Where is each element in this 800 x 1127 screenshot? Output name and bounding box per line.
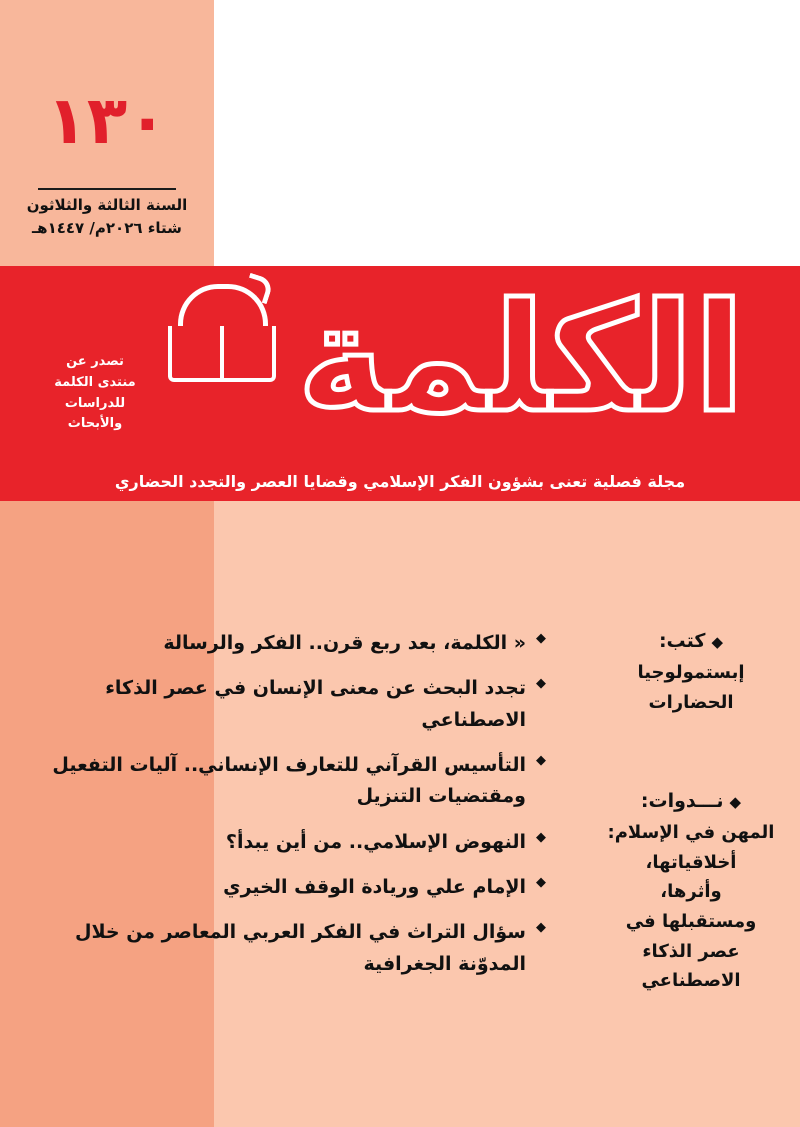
article-title: « الكلمة، بعد ربع قرن.. الفكر والرسالة: [163, 632, 526, 654]
contents-list: [0, 628, 586, 994]
sidebar-books-body: إبستمولوجيا الحضارات: [637, 662, 745, 713]
sidebar-seminars-heading: [596, 790, 786, 812]
list-item: [30, 827, 546, 858]
article-title: تجدد البحث عن معنى الإنسان في عصر الذكاء الاصطناعي: [105, 677, 526, 731]
masthead-band: [0, 266, 800, 501]
bullet-icon: ◆: [536, 676, 546, 692]
bullet-icon: ◆: [536, 875, 546, 891]
issue-year: السنة الثالثة والثلاثون: [26, 196, 188, 214]
publisher-text: تصدر عن منتدى الكلمة للدراسات والأبحاث: [54, 354, 136, 432]
bullet-icon: ◆: [536, 753, 546, 769]
bullet-icon: ◆: [536, 829, 546, 845]
list-item: [30, 917, 546, 980]
issue-number: ١٣٠: [46, 82, 168, 159]
tagline: مجلة فصلية تعنى بشؤون الفكر الإسلامي وقضايا العصر والتجدد الحضاري: [114, 472, 686, 491]
list-item: [30, 673, 546, 736]
article-title: النهوض الإسلامي.. من أين يبدأ؟: [225, 830, 526, 853]
article-title: التأسيس القرآني للتعارف الإنساني.. آليات التفعيل ومقتضيات التنزيل: [52, 754, 526, 808]
bullet-icon: ◆: [729, 793, 742, 811]
sidebar-section-seminars: [586, 790, 800, 996]
sidebar-seminars-label: نـــدوات:: [640, 790, 724, 812]
list-item: [30, 872, 546, 903]
bullet-icon: ◆: [711, 633, 724, 651]
divider: [38, 188, 176, 190]
bullet-icon: ◆: [536, 631, 546, 646]
list-item: [30, 750, 546, 813]
issue-date: شتاء ٢٠٢٦م/ ١٤٤٧هـ: [32, 219, 182, 238]
article-title: سؤال التراث في الفكر العربي المعاصر من خلال المدوّنة الجغرافية: [74, 921, 526, 975]
bullet-icon: ◆: [536, 920, 546, 936]
sidebar-books-heading: [596, 630, 786, 652]
sidebar-books-label: كتب:: [658, 630, 706, 652]
magazine-title: الكلمة: [297, 272, 745, 446]
list-item: [30, 628, 546, 659]
issue-meta: [0, 194, 214, 241]
sidebar-section-books: [586, 630, 800, 717]
book-emblem-icon: [160, 274, 280, 394]
sidebar-seminars-body: المهن في الإسلام: أخلاقياتها، وأثرها، ومستقبلها في عصر الذكاء الاصطناعي: [607, 822, 775, 992]
issue-panel: [0, 0, 214, 266]
article-title: الإمام علي وريادة الوقف الخيري: [223, 876, 526, 899]
